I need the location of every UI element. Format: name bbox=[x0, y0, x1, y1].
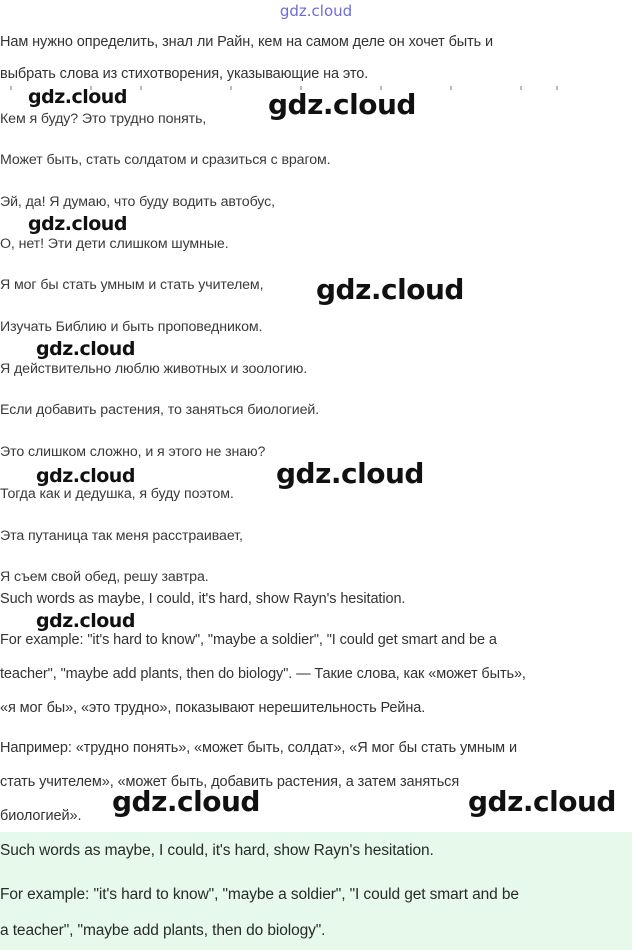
watermark: gdz.cloud bbox=[36, 465, 135, 487]
explanation-line: стать учителем», «может быть, добавить растения, а затем заняться bbox=[0, 774, 460, 790]
poem-line: Эта путаница так меня расстраивает, bbox=[0, 528, 243, 544]
watermark: gdz.cloud bbox=[28, 213, 127, 235]
explanation-line: «я мог бы», «это трудно», показывают нерешительность Рейна. bbox=[0, 700, 426, 716]
watermark: gdz.cloud bbox=[276, 457, 424, 490]
explanation-line: teacher", "maybe add plants, then do biology". — Такие слова, как «может быть», bbox=[0, 666, 526, 682]
watermark: gdz.cloud bbox=[36, 610, 135, 632]
explanation-line: биологией». bbox=[0, 808, 82, 824]
explanation-line: Например: «трудно понять», «может быть, солдат», «Я мог бы стать умным и bbox=[0, 740, 517, 756]
answer-line: Such words as maybe, I could, it's hard, show Rayn's hesitation. bbox=[0, 842, 434, 859]
poem-line: Я мог бы стать умным и стать учителем, bbox=[0, 277, 264, 293]
poem-line: Тогда как и дедушка, я буду поэтом. bbox=[0, 486, 234, 502]
poem-line: Если добавить растения, то заняться биологией. bbox=[0, 402, 320, 418]
explanation-line: For example: "it's hard to know", "maybe a soldier", "I could get smart and be a bbox=[0, 632, 497, 648]
poem-line: О, нет! Эти дети слишком шумные. bbox=[0, 236, 229, 252]
watermark: gdz.cloud bbox=[36, 338, 135, 360]
poem-line: Изучать Библию и быть проповедником. bbox=[0, 319, 263, 335]
poem-line: Это слишком сложно, и я этого не знаю? bbox=[0, 444, 266, 460]
poem-line: Кем я буду? Это трудно понять, bbox=[0, 111, 207, 127]
explanation-line: Such words as maybe, I could, it's hard, show Rayn's hesitation. bbox=[0, 591, 406, 607]
poem-line: Может быть, стать солдатом и сразиться с врагом. bbox=[0, 152, 331, 168]
answer-line: a teacher", "maybe add plants, then do biology". bbox=[0, 922, 326, 939]
watermark: gdz.cloud bbox=[112, 785, 260, 818]
watermark: gdz.cloud bbox=[316, 273, 464, 306]
answer-line: For example: "it's hard to know", "maybe a soldier", "I could get smart and be bbox=[0, 886, 519, 903]
watermark: gdz.cloud bbox=[268, 88, 416, 121]
poem-line: Эй, да! Я думаю, что буду водить автобус, bbox=[0, 194, 275, 210]
poem-line: Я действительно люблю животных и зоологию. bbox=[0, 361, 308, 377]
watermark: gdz.cloud bbox=[28, 86, 127, 108]
answer-box bbox=[0, 832, 632, 950]
poem-line: Я съем свой обед, решу завтра. bbox=[0, 569, 209, 585]
top-watermark: gdz.cloud bbox=[279, 2, 353, 20]
intro-line: Нам нужно определить, знал ли Райн, кем на самом деле он хочет быть и bbox=[0, 34, 494, 50]
watermark: gdz.cloud bbox=[468, 785, 616, 818]
intro-line: выбрать слова из стихотворения, указывающие на это. bbox=[0, 66, 369, 82]
clipped-poem-line bbox=[0, 565, 632, 585]
